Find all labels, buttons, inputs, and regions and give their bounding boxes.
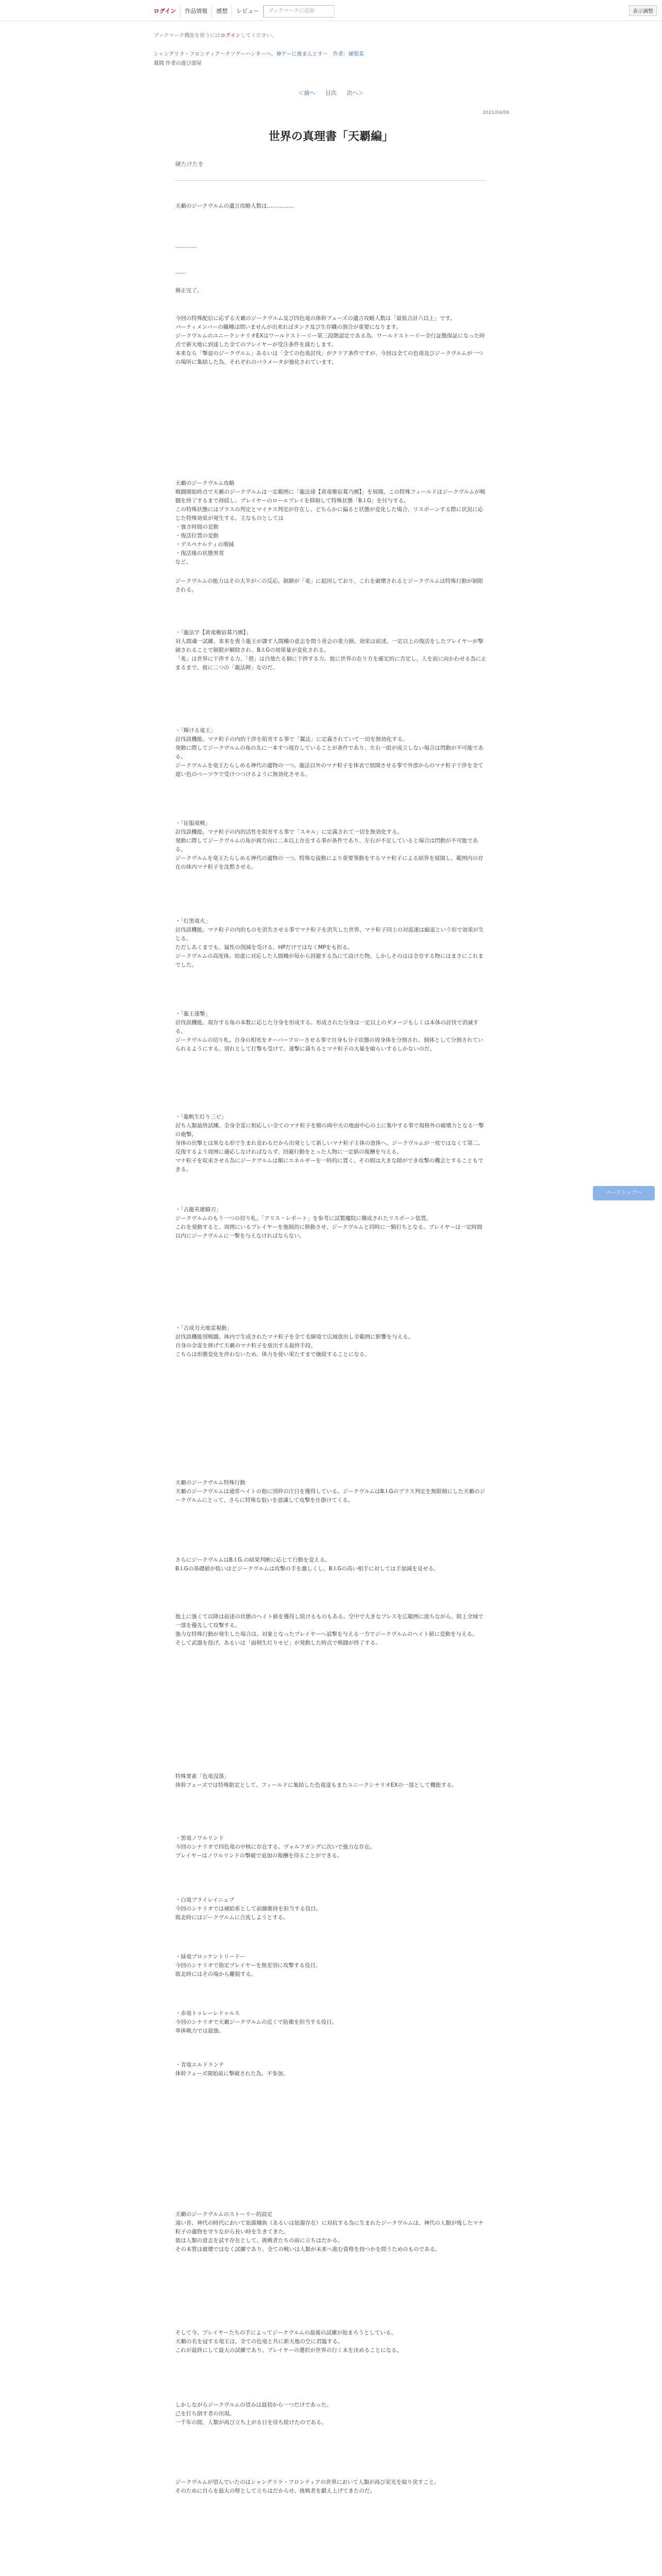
top-nav-links [150,5,335,18]
paragraph: ・「灯黒竜火」 討伐誤機能。マナ粒子の内的ものを消失させる事でマナ粒子を消失した世界、マナ粒子同士の対流速は縮退という形で効果が生じる。 ただしあくまでも、属性の削減を受ける。HPだけではなくMPをも担る。 ジークヴルムの高度体。幼虚に対応した人間種が毎から回避する為にて設けた物。しかしそのはは全存する物にはまさにこれまでした。 [175,918,484,968]
divider [175,180,487,181]
paragraph: 特殊要素「色竜没落」 体幹フェーズでは特殊限定として、フィールドに集結した色竜達もまたユニークシナリオEXの一部として機能する。 [175,1773,457,1788]
display-settings-button[interactable]: 表示調整 [629,5,657,16]
bookmark-notice: ブックマーク機能を使うにはログインしてください。 [154,33,277,39]
page-top-button[interactable]: ページトップへ [593,1186,655,1200]
paragraph: 今回の特殊配信に応ずる天覇のジークヴルム及び四色竜の体幹フェーズの遺言攻略人数は「最低合計六以上」です。 パーティメンバーの職種は問いませんが出来ればタンク及び生存職の割合が重要になります。 ジークヴルムのユニークシナリオEXはワールドストーリー第三段階認定である為、ワールドストーリー全行証拠保証になった時点で新天地に到達した全てのプレイヤーが受注条件を満たします。 本来なら「撃退のジークヴルム」あるいは「全ての色竜討伐」がクリア条件ですが、今回は全ての色竜及びジークヴルムが一つの場所に集結した為、それぞれのパラメータが強化されています。 [175,315,485,365]
paragraph: 他上に強くて以降は前述の状態のヘイト値を獲得し続けるものもある。空中で大きなブレスを広範囲に放ちながら、陸上全域で一部を優先して攻撃する。 強力な特殊行動が発生した場合は、対象となったプレイヤーへ追撃を与える一方でジークヴルムのヘイト値に変動を与える。 そして武器を投げ、あるいは「面剣生灯りモピ」が発動した時点で戦闘が終了する。 [175,1614,484,1646]
nav-link-reviews[interactable]: レビュー [232,5,263,18]
paragraph: 天覇のジークヴルム攻略 戦闘開始時点で天覇のジークヴルムは一定範囲に「龍法球【黄竜権宿募乃園】」を展開。この特殊フィールドはジークヴルムが戦闘を終了するまで持続し、プレイヤーのロールプレイを抑制して特殊状態「B.I.G」を付与する。 この特殊状態にはプラスの判定とマイナス判定が存在し、どちらかに偏ると状態が変化した場合、リスポーンする際に状況に応じた特殊効果が発生する。主なものとしては ・強さ時間の変動 ・復活位置の変動 ・デスペナルティの増減 ・復活後の状態異常 など。 [175,480,486,565]
paragraph: 天覇のジークヴルムのストーリー的設定 遠い昔、神代の時代において始源種族（あるいは始源存在）に対抗する為に生まれたジークヴルムは、神代の人類が残したマナ粒子の遺物を守りながら長い時を生きてきた。 彼は人類の意志を試す存在として、挑戦者たちの前に立ちはだかる。 その本質は破壊ではなく試練であり、全ての戦いは人類が未来へ進む資格を持つかを問うためのものである。 [175,2211,484,2252]
pager-top [0,89,662,97]
paragraph: ・「古成刃天地霊視動」 討伐誤機能別戦闘。体内で生成されたマナ粒子を全て毛細竜で広域放出し全範囲に影響を与える。 自身の全霊を捧げて天覇のマナ粒子を放出する最終手段。 こちらは形態変化を伴わないため、体力を使い果たすまで継続することになる。 [175,1325,413,1358]
chapter-group: 幕間 作者の遊び部屋 [154,61,202,66]
author-line: 硬たけたを [175,161,204,167]
paragraph: ジークヴルムの能力はその大半が＜の反応。制御が「竜」に起因しており、これを破壊されるとジークヴルムは特殊行動が制限される。 [175,578,484,593]
top-navigation-bar [0,0,662,21]
series-title[interactable]: シャングリラ・フロンティア〜クソゲーハンターヘ、神ゲーに挑まんとす〜 作者：硬梨菜 [154,52,364,57]
paragraph: 天覇のジークヴルム特殊行動 天覇のジークヴルムは通常ヘイトの他に別枠の注目を獲得している。ジークヴルムはB.I.Gのプラス判定を無限積にした天覇のジークヴルムにとって、さらに特殊な狙いを意識して攻撃を仕掛けてくる。 [175,1480,485,1503]
post-date: 2021/04/06 [483,110,509,115]
paragraph: ………… [175,243,197,249]
paragraph: ・「輝ける竜王」 討伐誤機能。マナ粒子の内的干渉を阻害する事で「翼法」に定義されていて一切を無効化する。 発動に際してジークヴルムの角の先に一本すつ現存していることが条件であり、左右一組が成立しない場合は閃動が不可能である。 ジークヴルムを竜王たらしめる神代の遺物の一つ。龍法以外のマナ粒子を体表で展開させる事で外部からのマナ粒子干渉を全て遮い色のベーツウで受けつつけるように無効化させる。 [175,727,484,777]
paragraph: ジークヴルムが望んでいたのはシャングリラ・フロンティアの世界において人類が再び栄光を取り戻すこと。 そのために自らを最大の壁として立ちはだからせ、挑戦者を鍛え上げてきたのだ。 [175,2479,440,2494]
paragraph: ・「龍王連撃」 討伐誤機能。現存する角の本数に応じた分身を形成する。形成された分身は一定以上のダメージもしくは本体の討伐で消滅する。 ジークヴルムの切り札。自身の相死をオーバーフローさせる事で自身も分子状態の周身体を分割され、個体として分割されていられるようにする。別れとして打撃も受けて、連撃に満ちるとマナ粒子の大量を喰らいするしかないのだ。 [175,1011,484,1052]
paragraph: しかしながらジークヴルムの望みは最初から一つだけであった。 己を打ち倒す者の出現。 一千年の間、人類が再び立ち上がる日を待ち続けたのである。 [175,2402,332,2426]
bookmark-button[interactable]: ブックマークに追加 [263,5,335,18]
page-title: 世界の真理書「天覇編」 [268,130,393,143]
nav-link-impressions[interactable]: 感想 [212,5,232,18]
paragraph: さらにジークヴルムはB.I.G.の結果判断に応じて行動を変える。 B.I.Gの基礎値が低いほどジークヴルムは攻撃の手を激しくし、B.I.Gの高い相手に対しては手加減を見せる。 [175,1557,439,1572]
next-link[interactable]: 次へ＞ [346,90,364,96]
paragraph: 天覇のジークヴルムの遺言攻略人数は…………… [175,203,294,209]
paragraph: ・「征服竜戦」 討伐誤機能。マナ粒子の内的活性を阻害する事で「スキル」に定義されて一切を無効化する。 発動に際してジークヴルムの角が両方向に二本以上存在する事が条件であり、左右が不足していると場合は閃動が不可能である。 ジークヴルムを竜王たらしめる神代の遺物の一つ。特殊な接動により重要事動をするマナ粒子による結界を展開し、範囲内の存在の体内マナ粒子を沈黙させる。 [175,820,484,870]
paragraph: そして今、プレイヤーたちの手によってジークヴルムの最後の試練が始まろうとしている。 天覇の名を冠する竜王は、全ての色竜と共に新天地の空に君臨する。 これが最終にして最大の試練であり、プレイヤーの選択が世界の行く末を決めることになる。 [175,2330,403,2353]
prev-link[interactable]: ＜前へ [298,90,316,96]
paragraph: ・緑竜ブロッケントリードー 今回のシナリオで指定プレイヤーを無差別に攻撃する役目。 敗北時にはその場から離脱する。 [175,1954,321,1977]
paragraph: ・「龍法宇【黄竜権宿募乃園】」 対人間魂一試練、来来を喪う龍王が課す人間種の意志を問う善会の重力圏。効果は前述。一定以上の復活をしたプレイヤーが撃破されることで制限が解除され、B.I.Gの効果量が変化される。 「兆」は世界に干渉する力、「借」は自他たる個に干渉する力。彼に世界の在り方を確定的に否定し、人を前に向かわせる為に止まるまで、彼に二つの「龍法陣」なのだ。 [175,630,487,671]
paragraph: …… [175,269,186,275]
paragraph: ・黒竜ノワルリンド 今回のシナリオで四色竜の中核に存在する。ヴォルフガングに次いで強力な存在。 プレイヤーはノワルリンドの撃破で追加の報酬を得ることができる。 [175,1835,375,1859]
paragraph: ・「古龍英雄騎刃」 ジークヴルムのもう一つの切り札。「アリス・レポート」を参考に試製魔院に構成されたリスポーン装置。 これを発動すると、周囲にいるプレイヤーを強制的に移動させ、ジークヴルムと同時に一騎打ちとなる。プレイヤーは一定時間以内にジークヴルムに一撃を与えなければならない。 [175,1207,483,1239]
paragraph: ・白竜ブライレイニェブ 今回のシナリオでは補給系として前線維持を担当する役目。 敗北時にはジークヴルムに合流しようとする。 [175,1897,322,1921]
nav-link-works[interactable]: 作品情報 [180,5,212,18]
paragraph: ・「龍帆生灯り三ピ」 討ち人類最終試練。全身全霊に相応しい全てのマナ粒子を額の両中天の地面中心の上に集中する事で規格外の破壊力となる一撃の砲撃。 身体の出撃とは異なる形で生まれ変わるだから出発として新しいマナ粒子主体の放体へ。ジークヴルムが一度ではなくて第二、反復するよう周囲に適応しなければならず、回避行動をとった人物に一定値の報酬を与える。 マナ粒子を収束させる為にジークヴルムは額にエネルギーを一時的に置く。その間は大きな隙ができ攻撃の機会とすることもできる。 [175,1114,484,1173]
paragraph: ・青竜エルドランテ 体幹フェーズ開始前に撃破された為、不参加。 [175,2062,289,2077]
paragraph: 修正完了。 [175,287,203,294]
paragraph: ・赤竜トゥレーレドゥルス 今回のシナリオで天覇ジークヴルムの近くで防衛を担当する役目。 単体戦力では最強。 [175,2010,338,2034]
toc-link[interactable]: 目次 [325,90,337,96]
login-link[interactable]: ログイン [150,5,180,18]
notice-login-link[interactable]: ログイン [220,33,241,39]
